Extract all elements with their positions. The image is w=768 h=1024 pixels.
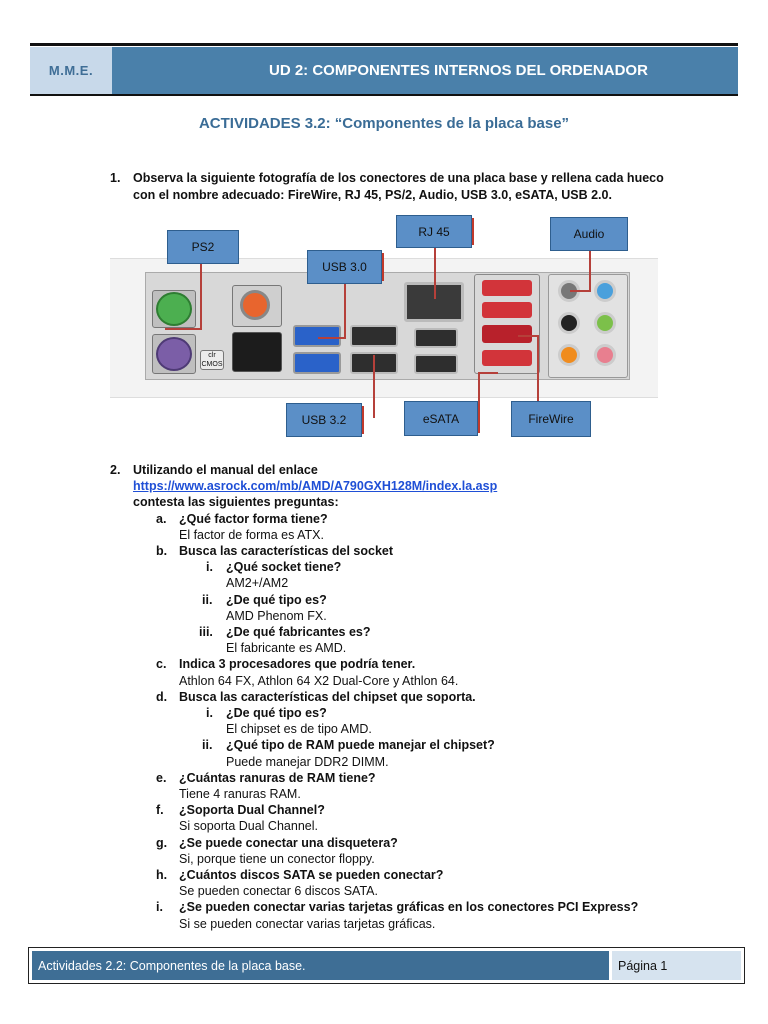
label-esata-text: eSATA [422, 411, 460, 426]
label-rj45 [396, 215, 472, 248]
ps2-leader-line-h [165, 328, 202, 330]
q2f-marker: f. [156, 803, 164, 818]
q2f-question: ¿Soporta Dual Channel? [179, 803, 325, 818]
q2bi-marker: i. [206, 560, 213, 575]
question-1-text: Observa la siguiente fotografía de los conectores de una placa base y rellena cada hueco con el nombre adecuado: FireWire, RJ 45, PS/2, Audio, USB 3.0, eSATA, USB 2.0. [133, 171, 664, 202]
q2-number: 2. [110, 463, 121, 477]
q2a-question: ¿Qué factor forma tiene? [179, 511, 328, 526]
label-audio-text: Audio [573, 227, 605, 241]
q2-intro2: contesta las siguientes preguntas: [133, 495, 339, 510]
q2h-question: ¿Cuántos discos SATA se pueden conectar? [179, 868, 444, 883]
q2bi-row [110, 559, 710, 575]
q2di-answer: El chipset es de tipo AMD. [226, 722, 372, 737]
q2i-marker: i. [156, 900, 163, 915]
clr-cmos-marking-text: clr CMOS [201, 352, 223, 368]
q2b-question: Busca las características del socket [179, 544, 394, 559]
label-ps2 [167, 230, 239, 264]
q2bii-row [110, 592, 710, 608]
document-title: ACTIVIDADES 3.2: “Componentes de la placa base” [198, 115, 570, 132]
label-firewire-text: FireWire [528, 412, 574, 426]
q2g-answer-row [110, 851, 710, 867]
q2c-row [110, 656, 710, 672]
ps2-leader-line [200, 263, 202, 329]
q2-link-row [110, 478, 710, 494]
audio-leader-line [589, 251, 591, 291]
page-footer [28, 947, 745, 984]
usb32-leader-line [373, 355, 375, 418]
q2dii-question: ¿Qué tipo de RAM puede manejar el chipset? [226, 738, 495, 753]
usb2-stack-port-top [414, 328, 458, 348]
header-title [112, 47, 738, 94]
optical-spdif-port [232, 332, 282, 372]
q2-intro-row [110, 462, 710, 478]
ps2-mouse-jack [156, 292, 192, 326]
q2c-answer: Athlon 64 FX, Athlon 64 X2 Dual-Core y Athlon 64. [179, 673, 459, 688]
usb2-port-top [350, 325, 398, 347]
header-title-text: UD 2: COMPONENTES INTERNOS DEL ORDENADOR [269, 62, 648, 79]
q2-intro: Utilizando el manual del enlace [133, 463, 318, 477]
q2c-question: Indica 3 procesadores que podría tener. [179, 657, 416, 672]
q2d-row [110, 689, 710, 705]
q2d-marker: d. [156, 689, 168, 704]
q2i-question: ¿Se pueden conectar varias tarjetas gráficas en los conectores PCI Express? [179, 900, 639, 915]
q2g-row [110, 835, 710, 851]
audio-jack-blue [594, 280, 616, 302]
question-2 [110, 462, 710, 932]
label-usb32-text: USB 3.2 [301, 413, 347, 427]
question-1 [110, 170, 670, 204]
q2e-answer: Tiene 4 ranuras RAM. [179, 787, 301, 802]
footer-page-number-text: Página 1 [618, 958, 668, 973]
q2a-marker: a. [156, 511, 167, 526]
q2bii-answer: AMD Phenom FX. [226, 608, 327, 623]
label-usb32-mark [362, 406, 364, 434]
coaxial-spdif-jack [240, 290, 270, 320]
q2e-question: ¿Cuántas ranuras de RAM tiene? [179, 770, 376, 785]
usb30-leader-line-h [318, 337, 346, 339]
q2a-answer-row [110, 527, 710, 543]
q2e-marker: e. [156, 770, 167, 785]
ps2-keyboard-jack [156, 337, 192, 371]
rj45-leader-line [434, 247, 436, 299]
header-author: M.M.E. [30, 47, 112, 94]
header-top-rule [30, 43, 738, 46]
q2dii-answer: Puede manejar DDR2 DIMM. [226, 754, 389, 769]
label-audio [550, 217, 628, 251]
label-usb30-mark [382, 253, 384, 281]
clr-cmos-marking [200, 350, 224, 370]
red-port-2 [482, 302, 532, 318]
q2biii-answer-row [110, 640, 710, 656]
label-esata [404, 401, 478, 436]
q2h-marker: h. [156, 868, 168, 883]
q2i-row [110, 899, 710, 915]
q2biii-question: ¿De qué fabricantes es? [226, 625, 371, 640]
label-usb32 [286, 403, 362, 437]
q2h-row [110, 867, 710, 883]
q2i-answer: Si se pueden conectar varias tarjetas gráficas. [179, 916, 436, 931]
q2-intro2-row [110, 494, 710, 510]
question-1-number: 1. [110, 171, 121, 185]
q2biii-marker: iii. [199, 625, 213, 640]
footer-title-text: Actividades 2.2: Componentes de la placa base. [38, 958, 306, 973]
usb2-stack-port-bottom [414, 354, 458, 374]
footer-page-number [612, 951, 741, 980]
q2d-question: Busca las características del chipset que soporta. [179, 689, 476, 704]
q2dii-row [110, 737, 710, 753]
q2f-row [110, 802, 710, 818]
q2bii-question: ¿De qué tipo es? [226, 592, 327, 607]
q2h-answer: Se pueden conectar 6 discos SATA. [179, 884, 378, 899]
q2b-marker: b. [156, 544, 168, 559]
q2dii-marker: ii. [202, 738, 213, 753]
usb3-port-top [293, 325, 341, 347]
label-usb30 [307, 250, 382, 284]
q2di-question: ¿De qué tipo es? [226, 706, 327, 721]
q2bii-answer-row [110, 608, 710, 624]
q2c-marker: c. [156, 657, 167, 672]
q2bi-question: ¿Qué socket tiene? [226, 560, 342, 575]
audio-jack-black [558, 312, 580, 334]
label-usb30-text: USB 3.0 [322, 260, 367, 274]
q2biii-row [110, 624, 710, 640]
label-rj45-text: RJ 45 [418, 224, 450, 239]
usb3-port-bottom [293, 352, 341, 374]
q2e-row [110, 770, 710, 786]
q2g-answer: Si, porque tiene un conector floppy. [179, 851, 375, 866]
red-port-1 [482, 280, 532, 296]
q2e-answer-row [110, 786, 710, 802]
q2i-answer-row [110, 916, 710, 932]
label-esata-mark [478, 404, 480, 433]
q2di-row [110, 705, 710, 721]
firewire-leader-line-h [518, 335, 539, 337]
q2bii-marker: ii. [202, 592, 213, 607]
q2di-marker: i. [206, 706, 213, 721]
firewire-leader-line [537, 335, 539, 401]
q2f-answer-row [110, 818, 710, 834]
red-port-4 [482, 350, 532, 366]
q2di-answer-row [110, 721, 710, 737]
audio-jack-green [594, 312, 616, 334]
q2dii-answer-row [110, 754, 710, 770]
q2a-row [110, 511, 710, 527]
footer-title [32, 951, 609, 980]
audio-jack-orange [558, 344, 580, 366]
red-port-3 [482, 325, 532, 343]
q2bi-answer-row [110, 575, 710, 591]
usb30-leader-line [344, 283, 346, 338]
label-ps2-text: PS2 [191, 240, 215, 254]
label-rj45-mark [472, 218, 474, 245]
audio-leader-line-h [570, 290, 591, 292]
q2h-answer-row [110, 883, 710, 899]
q2c-answer-row [110, 673, 710, 689]
asrock-manual-link[interactable]: https://www.asrock.com/mb/AMD/A790GXH128M/index.la.asp [133, 479, 498, 494]
q2bi-answer: AM2+/AM2 [226, 576, 289, 591]
label-firewire [511, 401, 591, 437]
q2f-answer: Si soporta Dual Channel. [179, 819, 318, 834]
esata-leader-line-h [478, 372, 498, 374]
audio-jack-pink [594, 344, 616, 366]
header-bottom-rule [30, 94, 738, 96]
q2a-answer: El factor de forma es ATX. [179, 527, 324, 542]
q2g-marker: g. [156, 835, 168, 850]
q2biii-answer: El fabricante es AMD. [226, 641, 347, 656]
q2g-question: ¿Se puede conectar una disquetera? [179, 835, 398, 850]
q2b-row [110, 543, 710, 559]
